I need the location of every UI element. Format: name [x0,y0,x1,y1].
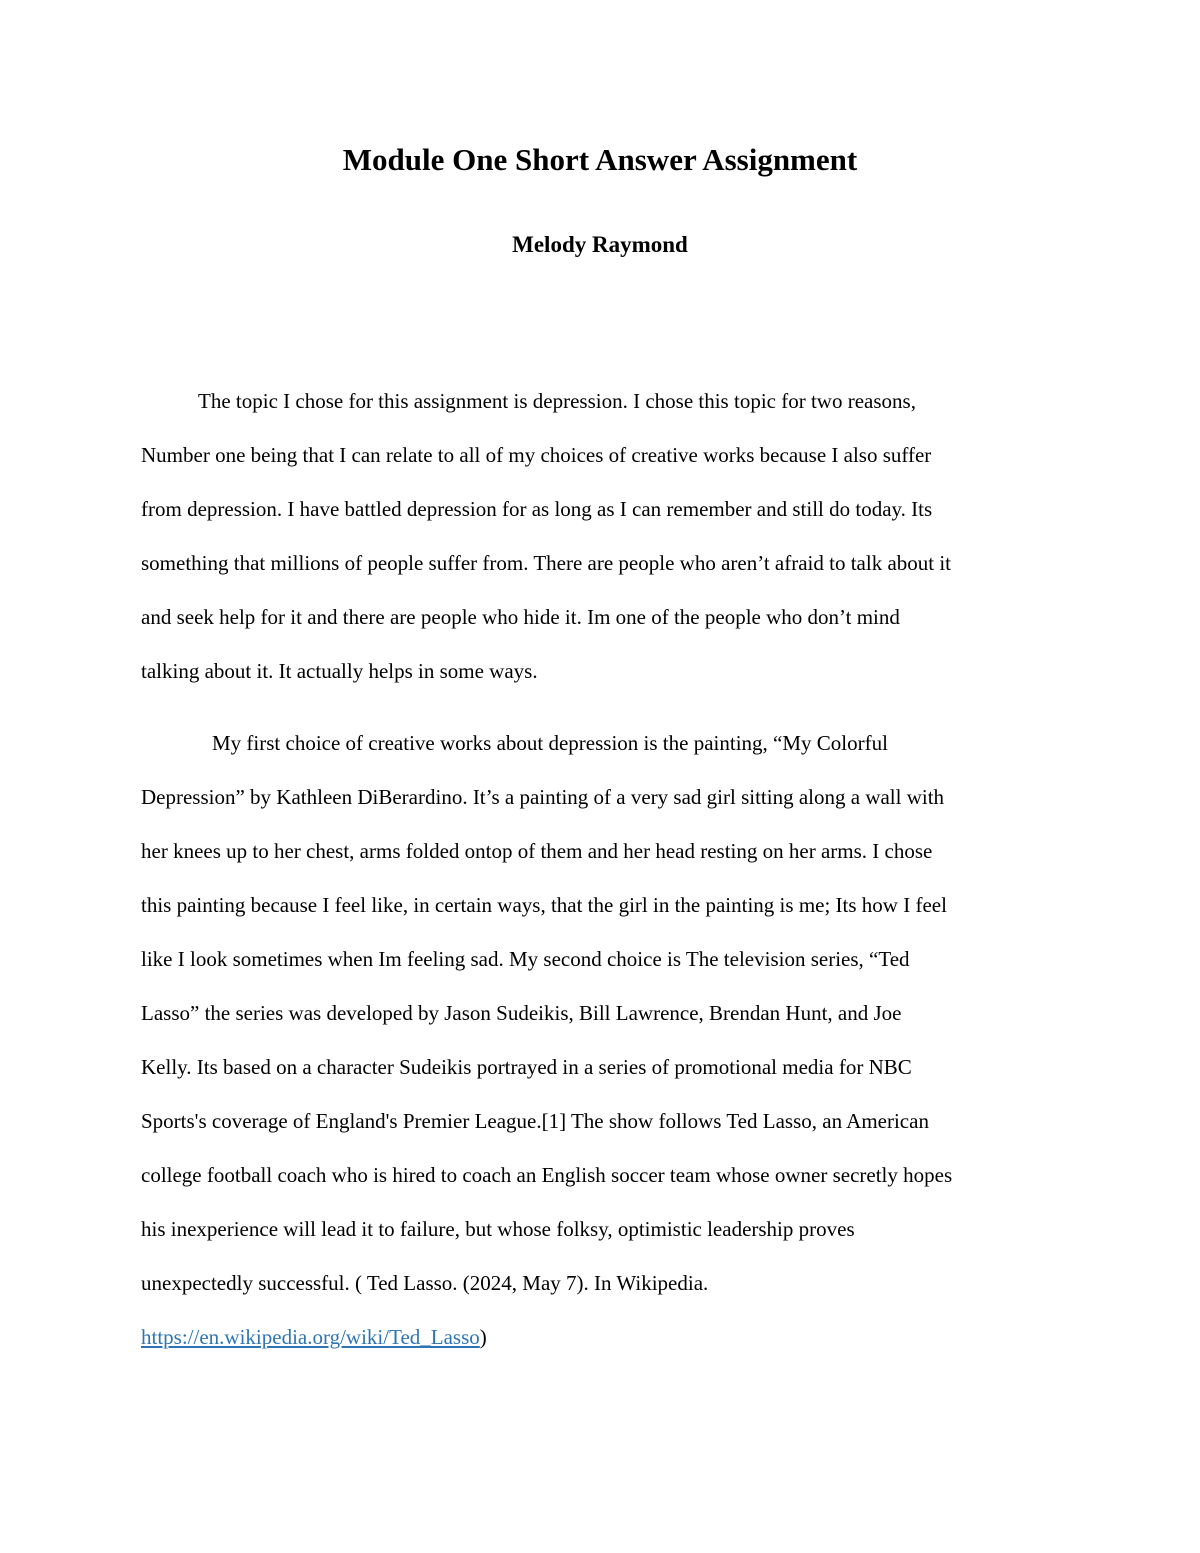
citation-close-paren: ) [479,1325,487,1349]
paragraph-line: Number one being that I can relate to all of my choices of creative works because I also suffer [141,443,932,467]
paragraph-line: her knees up to her chest, arms folded ontop of them and her head resting on her arms. I chose [141,839,933,863]
paragraph-line: Depression” by Kathleen DiBerardino. It’s a painting of a very sad girl sitting along a wall with [141,785,945,809]
paragraph-line: and seek help for it and there are people who hide it. Im one of the people who don’t mind [141,605,900,629]
wikipedia-link[interactable]: https://en.wikipedia.org/wiki/Ted_Lasso [141,1325,480,1349]
paragraph-line: The topic I chose for this assignment is depression. I chose this topic for two reasons, [198,389,916,413]
paragraph-line: talking about it. It actually helps in some ways. [141,659,538,683]
citation-line [141,1310,1061,1364]
paragraph-line: something that millions of people suffer from. There are people who aren’t afraid to talk about it [141,551,952,575]
paragraph-line: from depression. I have battled depression for as long as I can remember and still do today. Its [141,497,933,521]
author-name: Melody Raymond [512,232,688,257]
paragraph-line: this painting because I feel like, in certain ways, that the girl in the painting is me; Its how I feel [141,893,947,917]
paragraph-line: Lasso” the series was developed by Jason Sudeikis, Bill Lawrence, Brendan Hunt, and Joe [141,1001,902,1025]
paragraph-line: his inexperience will lead it to failure, but whose folksy, optimistic leadership proves [141,1217,855,1241]
paragraph-line: Sports's coverage of England's Premier League.[1] The show follows Ted Lasso, an American [141,1109,929,1133]
paragraph-topic [141,374,1061,698]
document-title: Module One Short Answer Assignment [342,142,858,177]
paragraph-creative-works [141,716,1061,1364]
paragraph-line: like I look sometimes when Im feeling sad. My second choice is The television series, “Ted [141,947,910,971]
paragraph-line: My first choice of creative works about depression is the painting, “My Colorful [212,731,888,755]
paragraph-line: Kelly. Its based on a character Sudeikis portrayed in a series of promotional media for NBC [141,1055,912,1079]
paragraph-line: unexpectedly successful. ( Ted Lasso. (2024, May 7). In Wikipedia. [141,1271,709,1295]
paragraph-line: college football coach who is hired to coach an English soccer team whose owner secretly hopes [141,1163,953,1187]
